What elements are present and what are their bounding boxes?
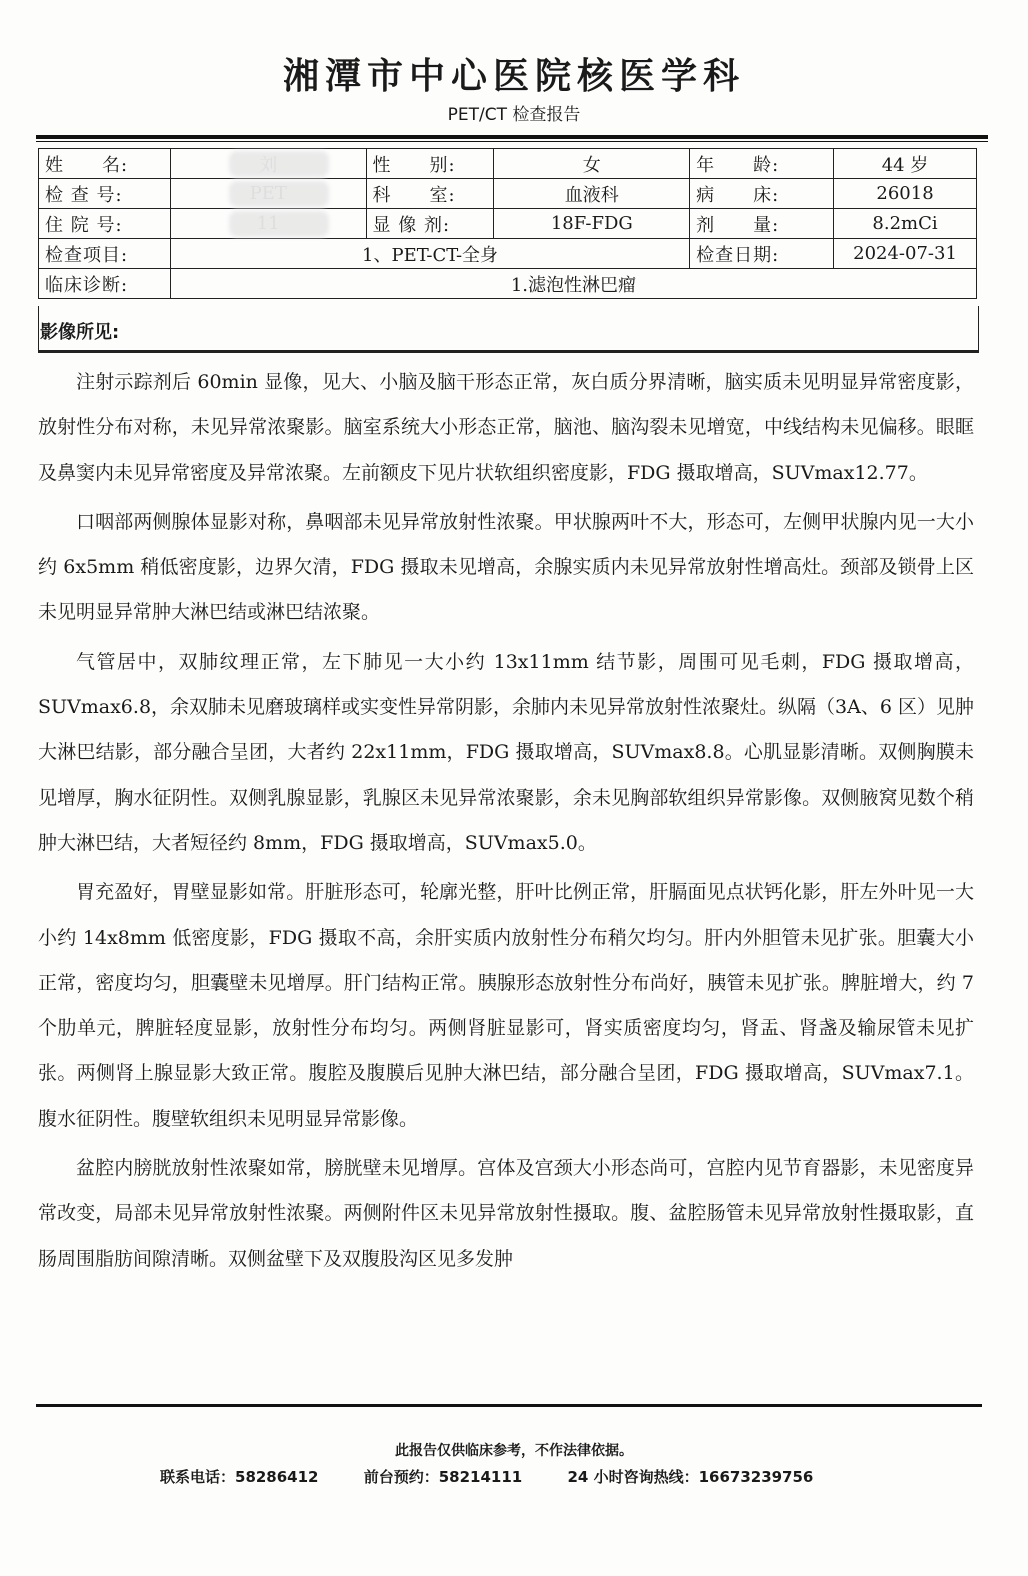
bed-value: 26018: [834, 179, 977, 209]
gender-value: 女: [494, 149, 690, 179]
exam-item-label: 检查项目:: [39, 239, 171, 269]
age-label: 年 龄:: [690, 149, 834, 179]
footer-disclaimer: 此报告仅供临床参考，不作法律依据。: [395, 1443, 633, 1459]
dose-value: 8.2mCi: [834, 209, 977, 239]
diagnosis-value: 1.滤泡性淋巴瘤: [170, 269, 976, 299]
dept-value: 血液科: [494, 179, 690, 209]
reception-phone: 前台预约：58214111: [363, 1468, 523, 1486]
report-title: PET/CT 检查报告: [447, 105, 581, 125]
dept-label: 科 室:: [366, 179, 494, 209]
footer-contacts: [160, 1466, 813, 1487]
admission-label: 住 院 号:: [39, 209, 171, 239]
contact-phone: 联系电话：58286412: [160, 1468, 319, 1486]
redaction-mark: [229, 211, 329, 237]
footer-divider: [36, 1404, 982, 1407]
header-divider: [36, 135, 988, 139]
name-label: 姓 名:: [39, 149, 171, 179]
agent-label: 显 像 剂:: [366, 209, 494, 239]
info-row: [39, 179, 977, 209]
age-value: 44 岁: [834, 149, 977, 179]
header-divider-thin: [36, 141, 988, 142]
exam-item-value: 1、PET-CT-全身: [170, 239, 689, 269]
gender-label: 性 别:: [366, 149, 494, 179]
findings-paragraph-head: 注射示踪剂后 60min 显像，见大、小脑及脑干形态正常，灰白质分界清晰，脑实质未见明显异常密度影，放射性分布对称，未见异常浓聚影。脑室系统大小形态正常，脑池、脑沟裂未见增宽，中线结构未见偏移。眼眶及鼻窦内未见异常密度及异常浓聚。左前额皮下见片状软组织密度影，FDG 摄取增高，SUVmax12.77。: [38, 371, 974, 484]
info-row: [39, 209, 977, 239]
agent-value: 18F-FDG: [494, 209, 690, 239]
hospital-title: 湘潭市中心医院核医学科: [282, 56, 745, 97]
hotline-phone: 24 小时咨询热线：16673239756: [567, 1468, 814, 1486]
findings-paragraph-neck: 口咽部两侧腺体显影对称，鼻咽部未见异常放射性浓聚。甲状腺两叶不大，形态可，左侧甲状腺内见一大小约 6x5mm 稍低密度影，边界欠清，FDG 摄取未见增高，余腺实质内未见异常放射性增高灶。颈部及锁骨上区未见明显异常肿大淋巴结或淋巴结浓聚。: [38, 510, 974, 624]
dose-label: 剂 量:: [690, 209, 834, 239]
patient-info-table: [38, 148, 977, 299]
name-value: [170, 149, 366, 179]
findings-label: 影像所见:: [40, 322, 120, 343]
info-row: [39, 239, 977, 269]
redaction-mark: [229, 151, 329, 177]
admission-value: [170, 209, 366, 239]
info-row: [39, 149, 977, 179]
findings-header-box: [38, 306, 979, 353]
redaction-mark: [229, 181, 329, 207]
findings-paragraph-pelvis: 盆腔内膀胱放射性浓聚如常，膀胱壁未见增厚。宫体及宫颈大小形态尚可，宫腔内见节育器影，未见密度异常改变，局部未见异常放射性浓聚。两侧附件区未见异常放射性摄取。腹、盆腔肠管未见异常放射性摄取影，直肠周围脂肪间隙清晰。双侧盆壁下及双腹股沟区见多发肿: [38, 1157, 974, 1270]
bed-label: 病 床:: [690, 179, 834, 209]
info-row: [39, 269, 977, 299]
exam-no-value: [170, 179, 366, 209]
findings-paragraph-chest: 气管居中，双肺纹理正常，左下肺见一大小约 13x11mm 结节影，周围可见毛刺，FDG 摄取增高，SUVmax6.8，余双肺未见磨玻璃样或实变性异常阴影，余肺内未见异常放射性浓聚灶。纵隔（3A、6 区）见肿大淋巴结影，部分融合呈团，大者约 22x11mm，FDG 摄取增高，SUVmax8.8。心肌显影清晰。双侧胸膜未见增厚，胸水征阴性。双侧乳腺显影，乳腺区未见异常浓聚影，余未见胸部软组织异常影像。双侧腋窝见数个稍肿大淋巴结，大者短径约 8mm，FDG 摄取增高，SUVmax5.0。: [38, 650, 974, 854]
exam-no-label: 检 查 号:: [39, 179, 171, 209]
exam-date-label: 检查日期:: [690, 239, 834, 269]
diagnosis-label: 临床诊断:: [39, 269, 171, 299]
exam-date-value: 2024-07-31: [834, 239, 977, 269]
findings-paragraph-abdomen: 胃充盈好，胃壁显影如常。肝脏形态可，轮廓光整，肝叶比例正常，肝膈面见点状钙化影，肝左外叶见一大小约 14x8mm 低密度影，FDG 摄取不高，余肝实质内放射性分布稍欠均匀。肝内外胆管未见扩张。胆囊大小正常，密度均匀，胆囊壁未见增厚。肝门结构正常。胰腺形态放射性分布尚好，胰管未见扩张。脾脏增大，约 7 个肋单元，脾脏轻度显影，放射性分布均匀。两侧肾脏显影可，肾实质密度均匀，肾盂、肾盏及输尿管未见扩张。两侧肾上腺显影大致正常。腹腔及腹膜后见肿大淋巴结，部分融合呈团，FDG 摄取增高，SUVmax7.1。腹水征阴性。腹壁软组织未见明显异常影像。: [38, 881, 974, 1130]
findings-body: [38, 360, 974, 1286]
